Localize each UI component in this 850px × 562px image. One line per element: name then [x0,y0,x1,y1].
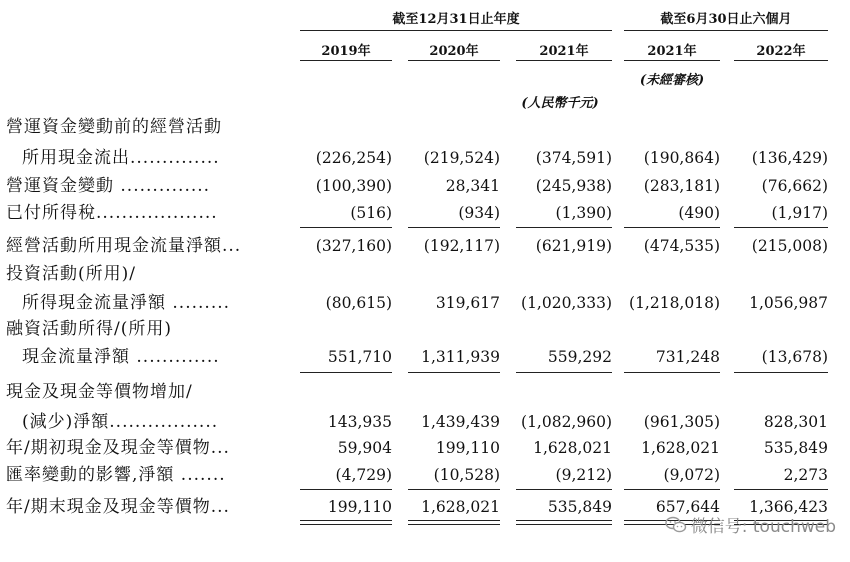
value-cell: (190,864) [643,149,720,167]
year-rule [624,60,720,61]
row-label: 現金流量淨額 ............. [22,347,220,367]
value-cell: 1,439,439 [421,413,500,431]
subtotal-rule [624,372,720,373]
currency-note: (人民幣千元) [521,96,599,111]
value-cell: (283,181) [643,177,720,195]
value-cell: 551,710 [327,348,392,366]
watermark-text: 微信号: touchweb [690,517,836,537]
value-cell: (516) [350,204,392,222]
header-group-halfyear-rule [624,30,828,31]
value-cell: 1,628,021 [641,439,720,457]
unaudited-note: (未經審核) [639,73,705,88]
row-label: 現金及現金等價物增加/ [6,382,193,402]
value-cell: (80,615) [325,294,392,312]
value-cell: (327,160) [315,237,392,255]
row-label: 所用現金流出.............. [22,148,220,168]
year-rule [734,60,828,61]
header-group-years-rule [300,30,612,31]
year-header: 2021年 [539,44,589,59]
subtotal-rule [624,227,720,228]
value-cell: 319,617 [435,294,500,312]
value-cell: (13,678) [761,348,828,366]
year-header: 2022年 [756,44,806,59]
row-label: 所得現金流量淨額 ......... [22,293,231,313]
value-cell: 535,849 [763,439,828,457]
value-cell: (136,429) [751,149,828,167]
subtotal-rule [408,489,500,490]
total-cell: 199,110 [327,498,392,516]
total-double-rule [516,520,612,525]
value-cell: (215,008) [751,237,828,255]
value-cell: (934) [458,204,500,222]
subtotal-rule [516,372,612,373]
value-cell: 1,311,939 [421,348,500,366]
value-cell: (1,020,333) [521,294,612,312]
value-cell: 559,292 [547,348,612,366]
value-cell: (961,305) [643,413,720,431]
year-header: 2020年 [429,44,479,59]
subtotal-rule [734,227,828,228]
value-cell: 1,056,987 [749,294,828,312]
value-cell: 731,248 [655,348,720,366]
row-label: 年/期末現金及現金等價物... [6,497,230,517]
row-label: 投資活動(所用)/ [6,264,136,284]
value-cell: (9,072) [663,466,720,484]
value-cell: (1,218,018) [629,294,720,312]
subtotal-rule [300,489,392,490]
watermark [665,512,836,539]
value-cell: 1,628,021 [533,439,612,457]
value-cell: (9,212) [555,466,612,484]
value-cell: (4,729) [335,466,392,484]
subtotal-rule [516,227,612,228]
header-group-years: 截至12月31日止年度 [392,12,520,27]
subtotal-rule [624,489,720,490]
year-rule [300,60,392,61]
subtotal-rule [408,227,500,228]
total-double-rule [408,520,500,525]
value-cell: 28,341 [445,177,500,195]
total-cell: 535,849 [547,498,612,516]
value-cell: 143,935 [327,413,392,431]
header-group-halfyear: 截至6月30日止六個月 [660,12,792,27]
year-header: 2019年 [321,44,371,59]
row-label: 匯率變動的影響,淨額 ....... [6,465,226,485]
value-cell: (192,117) [423,237,500,255]
year-rule [408,60,500,61]
value-cell: (374,591) [535,149,612,167]
row-label: 已付所得稅................... [6,203,218,223]
row-label: 融資活動所得/(所用) [6,319,172,339]
value-cell: 199,110 [435,439,500,457]
value-cell: 2,273 [783,466,828,484]
subtotal-rule [516,489,612,490]
value-cell: (76,662) [761,177,828,195]
value-cell: (10,528) [433,466,500,484]
value-cell: (490) [678,204,720,222]
value-cell: 59,904 [337,439,392,457]
subtotal-rule [300,227,392,228]
value-cell: (226,254) [315,149,392,167]
value-cell: (100,390) [315,177,392,195]
value-cell: (1,082,960) [521,413,612,431]
subtotal-rule [300,372,392,373]
year-rule [516,60,612,61]
value-cell: (245,938) [535,177,612,195]
value-cell: (219,524) [423,149,500,167]
value-cell: (1,390) [555,204,612,222]
value-cell: (621,919) [535,237,612,255]
wechat-icon [665,516,687,539]
row-label: 年/期初現金及現金等價物... [6,438,230,458]
total-cell: 1,628,021 [421,498,500,516]
year-header: 2021年 [647,44,697,59]
row-label: 經營活動所用現金流量淨額... [6,236,242,256]
subtotal-rule [408,372,500,373]
row-label: 營運資金變動 .............. [6,176,211,196]
total-cell: 657,644 [655,498,720,516]
row-label: (減少)淨額................. [22,412,219,432]
total-double-rule [300,520,392,525]
total-cell: 1,366,423 [749,498,828,516]
value-cell: (1,917) [771,204,828,222]
value-cell: (474,535) [643,237,720,255]
subtotal-rule [734,489,828,490]
value-cell: 828,301 [763,413,828,431]
row-label: 營運資金變動前的經營活動 [6,117,222,137]
subtotal-rule [734,372,828,373]
